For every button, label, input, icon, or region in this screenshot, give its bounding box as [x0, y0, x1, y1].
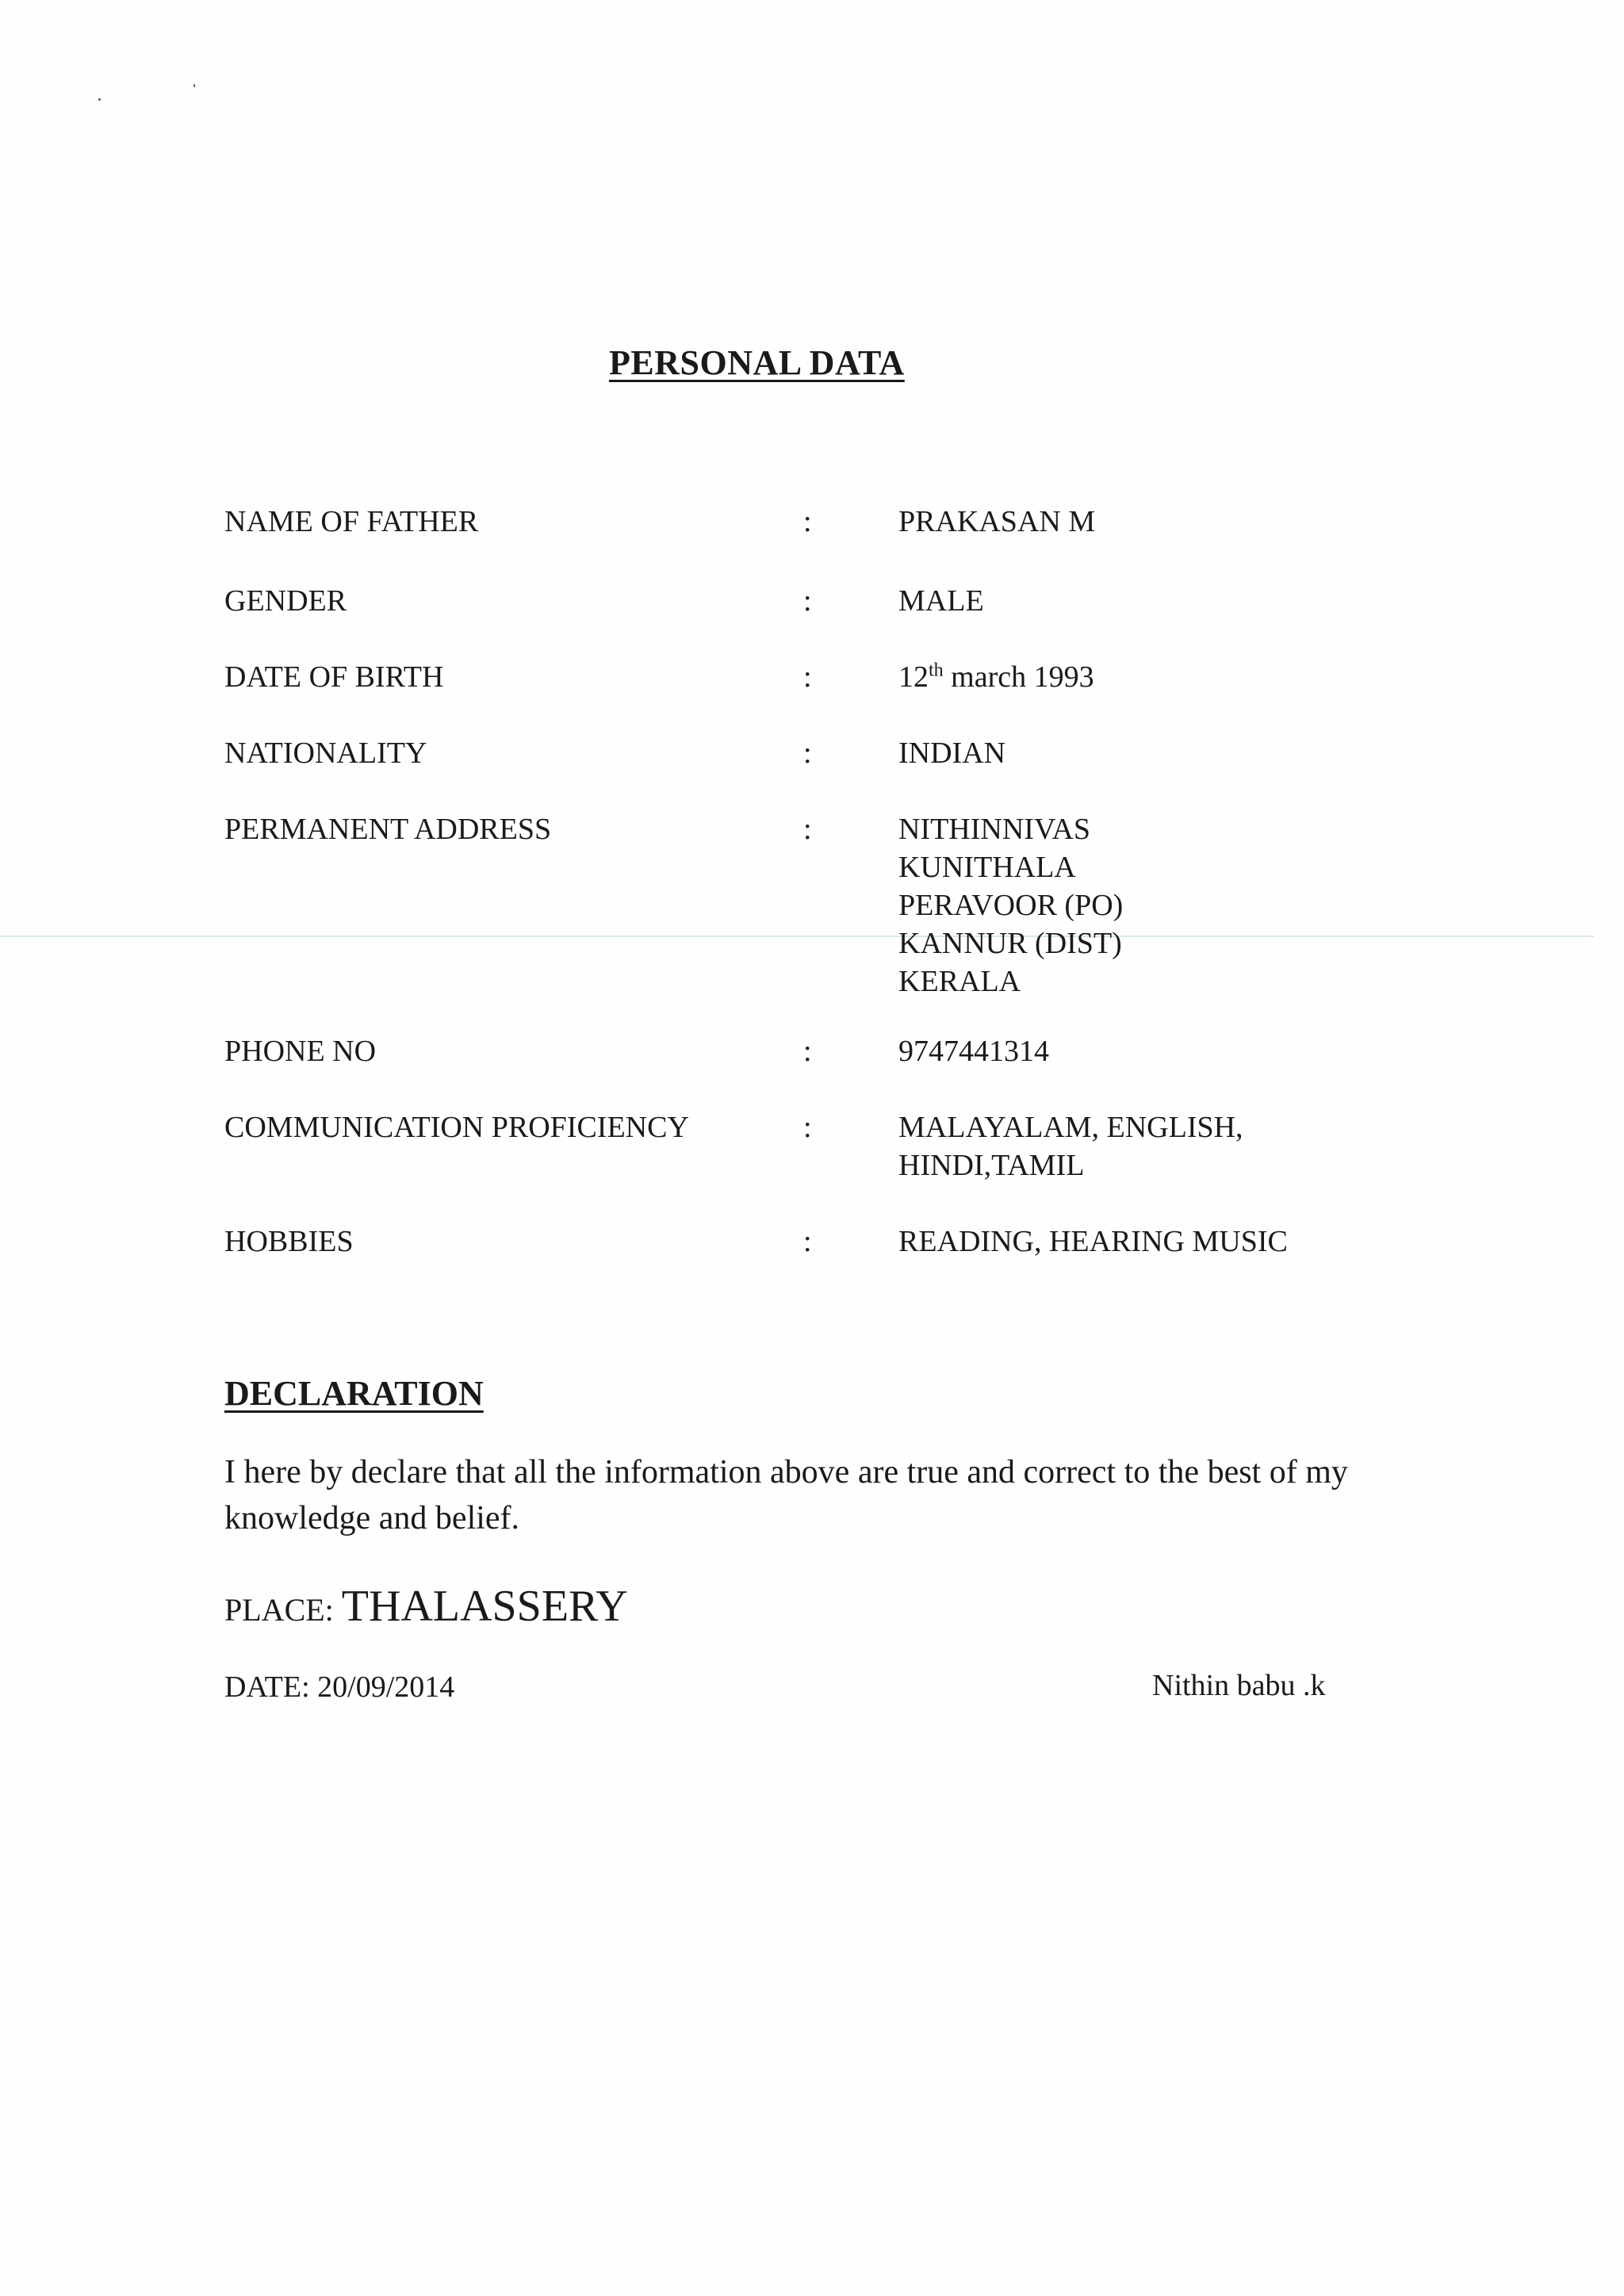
- date-label: DATE:: [224, 1670, 318, 1704]
- languages-line: HINDI,TAMIL: [898, 1149, 1085, 1182]
- field-label: NAME OF FATHER: [224, 505, 479, 538]
- field-value: [898, 658, 1094, 696]
- page-title: PERSONAL DATA: [609, 343, 905, 382]
- field-value-languages: [898, 1108, 1243, 1184]
- address-line: PERAVOOR (PO): [898, 889, 1124, 922]
- place-line: [224, 1581, 628, 1636]
- field-label: DATE OF BIRTH: [224, 660, 444, 694]
- field-colon: :: [803, 1225, 812, 1258]
- field-label: NATIONALITY: [224, 737, 427, 770]
- scan-artifact-line: [0, 936, 1594, 937]
- signature-name: Nithin babu .k: [1152, 1669, 1326, 1702]
- field-value-address: [898, 810, 1123, 1001]
- field-colon: :: [803, 737, 812, 770]
- field-colon: :: [803, 660, 812, 694]
- scan-speck: [98, 98, 101, 101]
- place-label: PLACE:: [224, 1592, 342, 1628]
- address-line: NITHINNIVAS: [898, 813, 1091, 846]
- field-value: INDIAN: [898, 737, 1006, 770]
- languages-line: MALAYALAM, ENGLISH,: [898, 1111, 1243, 1144]
- field-colon: :: [803, 584, 812, 618]
- dob-day: 12: [898, 660, 929, 694]
- field-colon: :: [803, 1111, 812, 1144]
- field-colon: :: [803, 505, 812, 538]
- dob-month-year: march 1993: [943, 660, 1094, 694]
- field-colon: :: [803, 813, 812, 846]
- field-label: PHONE NO: [224, 1035, 377, 1068]
- field-label: HOBBIES: [224, 1225, 354, 1258]
- address-line: KANNUR (DIST): [898, 927, 1122, 960]
- date-value: 20/09/2014: [317, 1670, 455, 1704]
- field-value: 9747441314: [898, 1035, 1049, 1068]
- field-value: READING, HEARING MUSIC: [898, 1225, 1288, 1258]
- date-line: [224, 1668, 454, 1706]
- address-line: KUNITHALA: [898, 851, 1076, 884]
- field-colon: :: [803, 1035, 812, 1068]
- dob-day-suffix: th: [929, 660, 944, 681]
- field-label: COMMUNICATION PROFICIENCY: [224, 1111, 689, 1144]
- field-label: PERMANENT ADDRESS: [224, 813, 552, 846]
- declaration-heading: DECLARATION: [224, 1374, 484, 1413]
- field-label: GENDER: [224, 584, 347, 618]
- field-value: MALE: [898, 584, 984, 618]
- address-line: KERALA: [898, 965, 1021, 998]
- declaration-text: I here by declare that all the information above are true and correct to the best of my knowledge and belief.: [224, 1454, 1348, 1536]
- field-value: PRAKASAN M: [898, 505, 1096, 538]
- place-value: THALASSERY: [341, 1582, 628, 1631]
- scan-speck: [193, 84, 195, 87]
